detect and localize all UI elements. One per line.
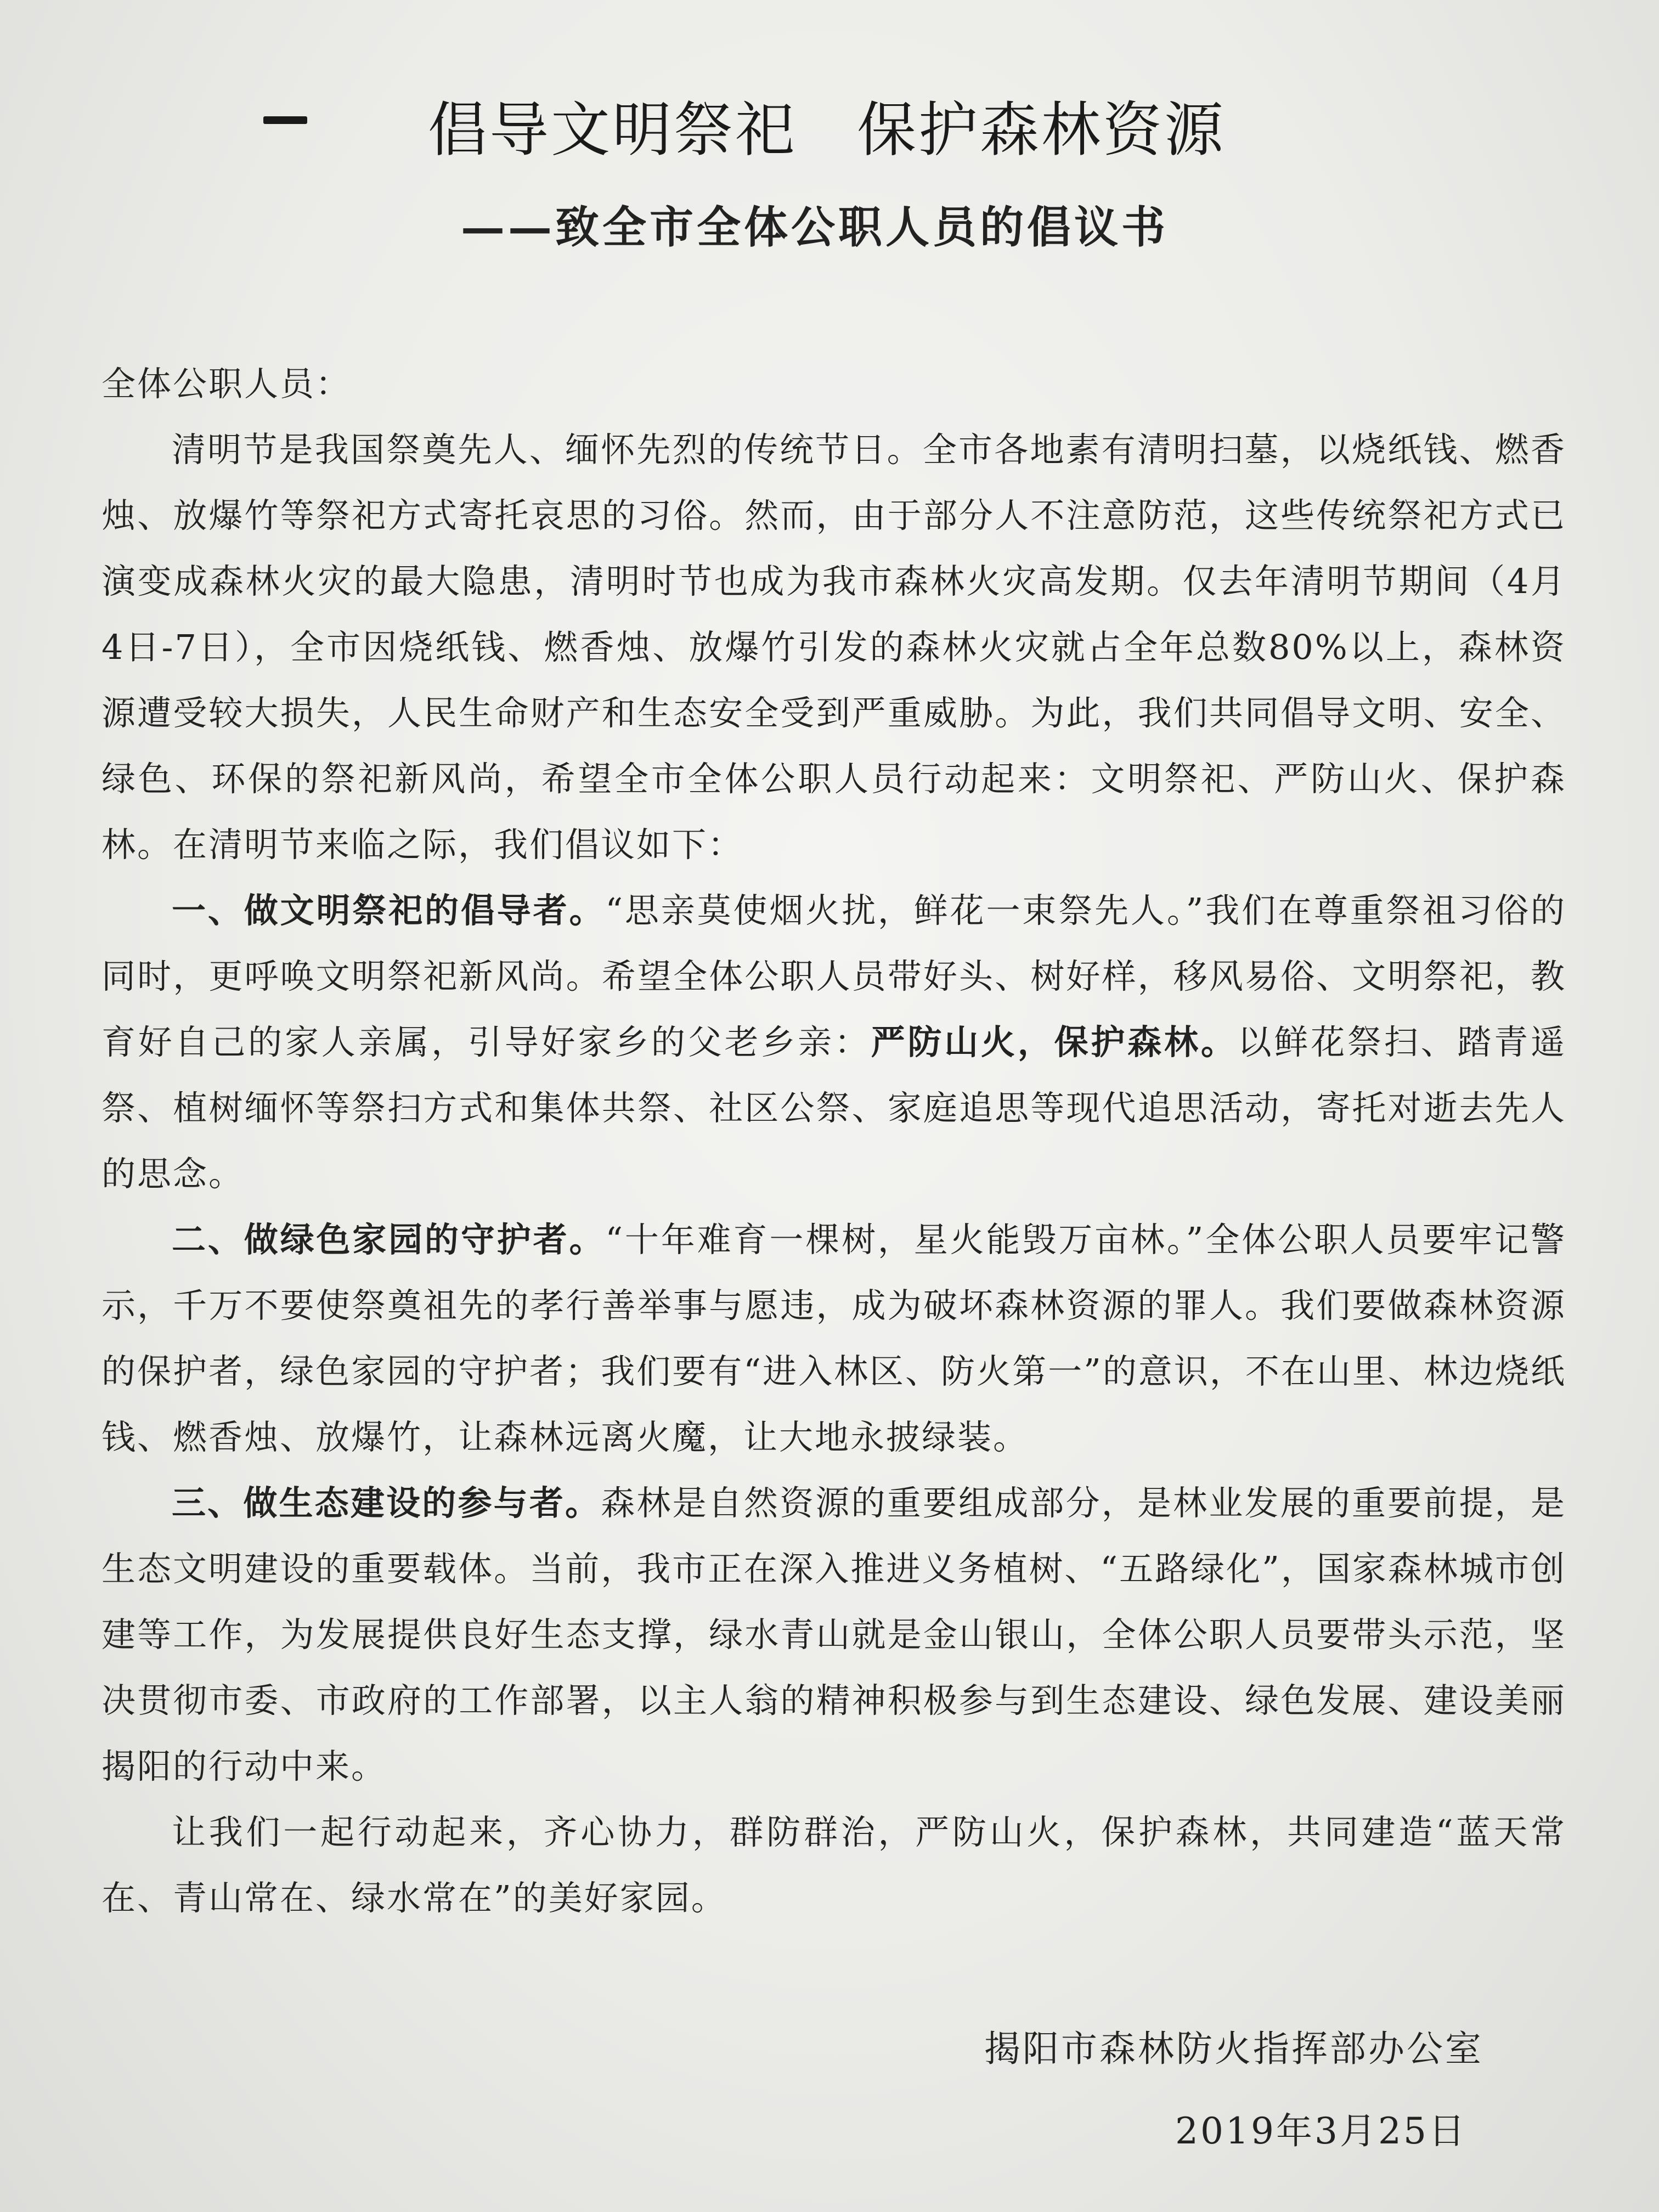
point-2-paragraph [101, 1207, 1566, 1470]
document-subtitle: ——致全市全体公职人员的倡议书 [461, 201, 1169, 253]
point-3-paragraph [101, 1470, 1566, 1799]
point-2-heading: 二、做绿色家园的守护者。 [172, 1220, 606, 1260]
handwritten-dash-mark [263, 116, 307, 124]
point-1-text-a: “思亲莫使烟火扰，鲜花一束祭先人。”我们在尊重祭祖习俗的同时，更呼唤文明祭祀新风尚。希望全体公职人员带好头、树好样，移风易俗、文明祭祀，教育好自己的家人亲属，引导好家乡的父老乡亲： [101, 890, 1566, 1062]
intro-paragraph: 清明节是我国祭奠先人、缅怀先烈的传统节日。全市各地素有清明扫墓，以烧纸钱、燃香烛、放爆竹等祭祀方式寄托哀思的习俗。然而，由于部分人不注意防范，这些传统祭祀方式已演变成森林火灾的最大隐患，清明时节也成为我市森林火灾高发期。仅去年清明节期间（4月4日-7日），全市因烧纸钱、燃香烛、放爆竹引发的森林火灾就占全年总数80%以上，森林资源遭受较大损失，人民生命财产和生态安全受到严重威胁。为此，我们共同倡导文明、安全、绿色、环保的祭祀新风尚，希望全市全体公职人员行动起来：文明祭祀、严防山火、保护森林。在清明节来临之际，我们倡议如下： [101, 430, 1566, 865]
title-part-2: 保护森林资源 [857, 96, 1226, 165]
document-body [101, 351, 1566, 1931]
point-3-text: 森林是自然资源的重要组成部分，是林业发展的重要前提，是生态文明建设的重要载体。当前，我市正在深入推进义务植树、“五路绿化”，国家森林城市创建等工作，为发展提供良好生态支撑，绿水青山就是金山银山，全体公职人员要带头示范，坚决贯彻市委、市政府的工作部署，以主人翁的精神积极参与到生态建设、绿色发展、建设美丽揭阳的行动中来。 [101, 1483, 1566, 1786]
point-3-heading: 三、做生态建设的参与者。 [172, 1483, 601, 1523]
closing-paragraph: 让我们一起行动起来，齐心协力，群防群治，严防山火，保护森林，共同建造“蓝天常在、青山常在、绿水常在”的美好家园。 [101, 1812, 1566, 1918]
signature-block [984, 2008, 1483, 2172]
signature-organization: 揭阳市森林防火指挥部办公室 [984, 2028, 1483, 2070]
point-1-text-b: 以鲜花祭扫、踏青遥祭、植树缅怀等祭扫方式和集体共祭、社区公祭、家庭追思等现代追思活动，寄托对逝去先人的思念。 [101, 1022, 1566, 1194]
point-1-emphasis: 严防山火，保护森林。 [871, 1022, 1238, 1062]
point-1-paragraph [101, 878, 1566, 1207]
title-part-1: 倡导文明祭祀 [428, 96, 797, 165]
salutation: 全体公职人员： [101, 364, 352, 404]
point-2-text: “十年难育一棵树，星火能毁万亩林。”全体公职人员要牢记警示，千万不要使祭奠祖先的孝行善举事与愿违，成为破坏森林资源的罪人。我们要做森林资源的保护者，绿色家园的守护者；我们要有“进入林区、防火第一”的意识，不在山里、林边烧纸钱、燃香烛、放爆竹，让森林远离火魔，让大地永披绿装。 [101, 1220, 1566, 1457]
signature-date: 2019年3月25日 [1175, 2110, 1467, 2152]
document-title [428, 82, 1226, 167]
point-1-heading: 一、做文明祭祀的倡导者。 [172, 890, 606, 930]
